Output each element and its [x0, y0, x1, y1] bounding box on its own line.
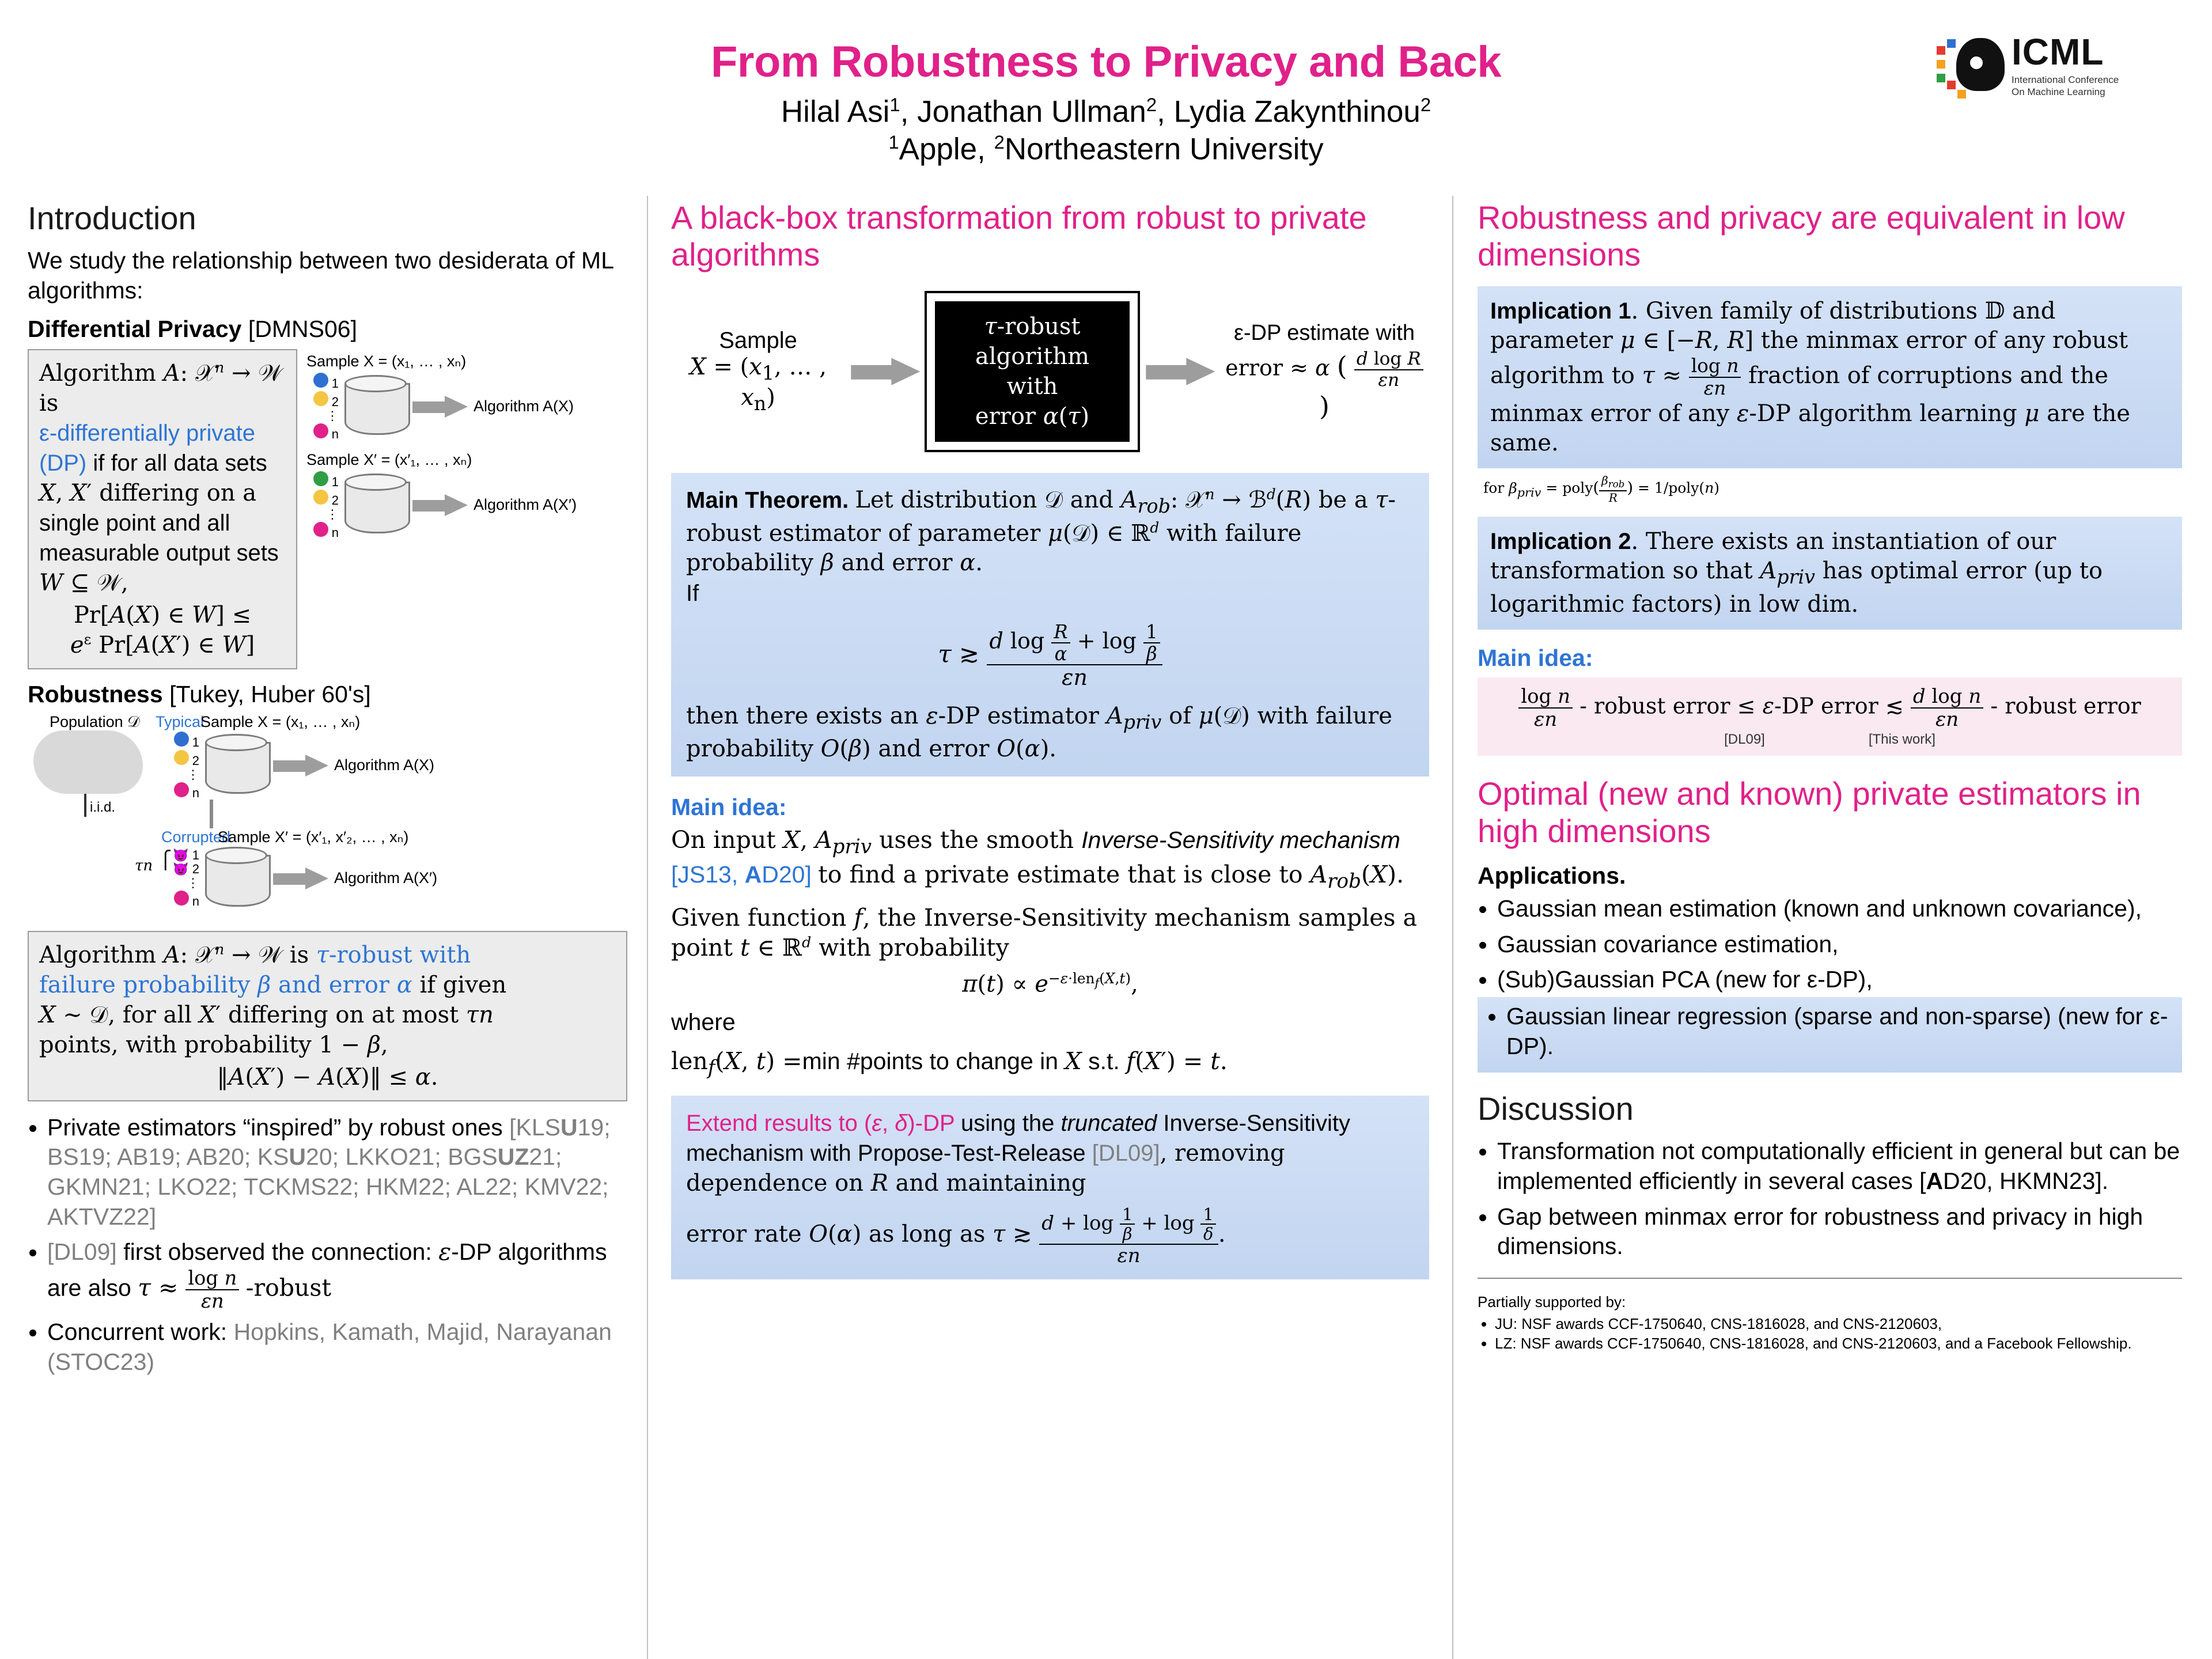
- rob-def-line-1: Algorithm A: 𝒳$^𝑛$ → 𝒲 is τ-robust with: [39, 941, 471, 968]
- rob-algo-label-1: Algorithm A(X): [334, 756, 435, 774]
- diagram-blackbox-line-2: algorithm with: [975, 343, 1090, 400]
- rob-indices-1: 1 2 ⋮ n: [171, 732, 199, 800]
- chain-citation-left: [DL09]: [1724, 732, 1765, 748]
- rob-taun-label: τn: [135, 857, 153, 874]
- funding-item: • JU: NSF awards CCF-1750640, CNS-1816028, and CNS-2120603,: [1495, 1315, 2182, 1334]
- funding-lead: Partially supported by:: [1478, 1293, 1626, 1310]
- application-item: • (Sub)Gaussian PCA (new for ε-DP),: [1497, 965, 2182, 995]
- main-idea-len-definition: len$_f$(X, t) =min #points to change in X s.t. f(X′) = t.: [671, 1047, 1228, 1080]
- application-item: • Gaussian mean estimation (known and unknown covariance),: [1497, 894, 2182, 924]
- column-right: [1453, 196, 2182, 1659]
- discussion-item: • Transformation not computationally efficient in general but can be implemented efficiently in several cases [AD20, HKMN23].: [1497, 1137, 2182, 1196]
- main-idea-paragraph-2: Given function f, the Inverse-Sensitivity mechanism samples a point t ∈ ℝ$^𝑑$ with probability: [671, 903, 1417, 962]
- implication-2-box: Implication 2. There exists an instantiation of our transformation so that $A_{priv}$ has optimal error (up to logarithmic factors) in low dim.: [1478, 517, 2182, 630]
- main-idea-label-right: Main idea:: [1478, 645, 1593, 672]
- rob-dataset-2: [205, 847, 267, 910]
- discussion-list: [1478, 1137, 2182, 1262]
- author-list: Hilal Asi$^1$, Jonathan Ullman$^2$, Lydia Zakynthinou$^2$: [781, 93, 1431, 129]
- applications-list: [1478, 894, 2182, 995]
- dp-figure-sample-label-1: Sample X = (x₁, … , xₙ): [306, 352, 467, 370]
- implication-1-box: Implication 1. Given family of distributions 𝔻 and parameter μ ∈ [−R, R] the minmax error of any robust algorithm to τ ≈ $\frac{\text{log n}}{\varepsilon n}$ fraction of corruptions and the minmax error of any ε-DP algorithm learning μ are the same.: [1478, 286, 2182, 468]
- funding-note: [1478, 1293, 2182, 1353]
- poster-header: [28, 17, 2184, 196]
- page-title: From Robustness to Privacy and Back: [710, 37, 1502, 86]
- main-idea-citation: [JS13, AD20]: [671, 861, 812, 888]
- section-transformation-title: A black-box transformation from robust to private algorithms: [671, 199, 1367, 273]
- chain-citation-right: [This work]: [1868, 732, 1936, 748]
- dp-figure-sample-label-2: Sample X′ = (x′₁, … , xₙ): [306, 450, 472, 468]
- dp-figure-arrow-2: [412, 495, 468, 515]
- application-highlight-box: [1478, 997, 2182, 1073]
- diagram-arrow-out: [1146, 359, 1214, 384]
- diagram-sample-label: Sample: [719, 328, 797, 354]
- section-optimal-estimators-title: Optimal (new and known) private estimators in high dimensions: [1478, 775, 2141, 849]
- diagram-blackbox: [925, 291, 1141, 452]
- rob-indices-2: 😈 1 😈 2 ⋮ n: [173, 847, 199, 908]
- robustness-heading: [28, 680, 627, 710]
- dp-def-formula-2: $e^\varepsilon$ Pr[A(X′) ∈ W]: [70, 631, 255, 658]
- robustness-figure: [28, 713, 627, 944]
- rob-cloud: [33, 730, 143, 794]
- main-idea-chain-box: [1478, 677, 2182, 756]
- differential-privacy-heading: [28, 315, 627, 344]
- dp-def-line-5: single point and all: [39, 510, 230, 536]
- applications-label: Applications.: [1478, 862, 1626, 889]
- rob-def-line-4: points, with probability 1 − β,: [39, 1031, 388, 1058]
- section-discussion-title: Discussion: [1478, 1090, 1634, 1127]
- icml-logo-text: [2012, 33, 2119, 99]
- dp-heading-label: Differential Privacy: [28, 316, 242, 343]
- dp-figure-algo-label-1: Algorithm A(X): [474, 397, 574, 415]
- rob-arrow-1: [273, 756, 328, 775]
- dp-figure-algo-label-2: Algorithm A(X′): [474, 496, 577, 514]
- main-theorem-formula: τ ≳ d log $\frac{R}{\alpha}$ + log $\frac{1}{\beta}$ εn: [686, 622, 1414, 690]
- dp-def-line-4: X, X′ differing on a: [39, 479, 257, 506]
- rob-algo-label-2: Algorithm A(X′): [334, 869, 438, 887]
- extension-box: [671, 1096, 1429, 1279]
- related-work-item-3: • Concurrent work: Hopkins, Kamath, Majid, Narayanan (STOC23): [47, 1317, 627, 1377]
- rob-def-line-2: failure probability β and error α if given: [39, 971, 507, 998]
- robustness-definition-box: [28, 931, 627, 1101]
- dp-figure: [306, 353, 627, 600]
- section-equivalence-title: Robustness and privacy are equivalent in low dimensions: [1478, 199, 2125, 273]
- rob-iid-arrow: [84, 794, 86, 817]
- main-idea-where: where: [671, 1009, 736, 1036]
- introduction-text: We study the relationship between two desiderata of ML algorithms:: [28, 247, 613, 304]
- rob-dataset-1: [205, 734, 267, 797]
- application-item: • Gaussian covariance estimation,: [1497, 930, 2182, 960]
- dp-def-line-7: W ⊆ 𝒲,: [39, 569, 128, 596]
- rob-corrupted-sample-label: Sample X′ = (x′₁, x′₂, … , xₙ): [218, 828, 409, 846]
- rob-def-line-3: X ∼ 𝒟, for all X′ differing on at most τn: [39, 1001, 494, 1028]
- related-work-list: [28, 1113, 627, 1377]
- diagram-output-line-2: error ≈ α ( $\frac{\text{d log R}}{\varepsilon n}$ ): [1219, 349, 1429, 422]
- main-idea-formula: $\pi(t) \propto e^{-\varepsilon\cdot len_f(X,t)}$,: [962, 969, 1138, 998]
- funding-item: • LZ: NSF awards CCF-1750640, CNS-1816028, and CNS-2120603, and a Facebook Fellowship.: [1495, 1334, 2182, 1354]
- icml-logo-mark: [1937, 35, 2005, 97]
- rob-citation: [Tukey, Huber 60's]: [169, 680, 371, 707]
- dp-figure-indices-2: 1 2 ⋮ n: [306, 471, 339, 539]
- main-theorem-conclusion: then there exists an ε-DP estimator $A_{priv}$ of μ(𝒟) with failure probability O(β) and error O(α).: [686, 702, 1392, 763]
- related-work-item-2: • [DL09] first observed the connection: ε-DP algorithms are also τ ≈ $\frac{\text{log n}}{\varepsilon n}$ -robust: [47, 1237, 627, 1312]
- affiliations: $^1$Apple, $^2$Northeastern University: [888, 131, 1324, 166]
- dp-def-line-2: ε-differentially private: [39, 420, 256, 446]
- dp-figure-arrow-1: [412, 397, 468, 416]
- main-idea-paragraph-1: On input X, $A_{priv}$ uses the smooth Inverse-Sensitivity mechanism [JS13, AD20] to find a private estimate that is close to $A_{rob}(X)$.: [671, 826, 1404, 893]
- discussion-item: • Gap between minmax error for robustness and privacy in high dimensions.: [1497, 1202, 2182, 1262]
- main-theorem-text: Main Theorem. Let distribution 𝒟 and $A_{rob}$: 𝒳$^𝑛$ → ℬ$^𝑑$(R) be a τ-robust estimator of parameter μ(𝒟) ∈ ℝ$^𝑑$ with failure probability β and error α.: [686, 486, 1396, 577]
- related-work-citation-dl09: [DL09]: [47, 1238, 117, 1266]
- implication-2-label: Implication 2: [1490, 529, 1631, 555]
- dp-def-line-1: Algorithm A: 𝒳$^𝑛$ → 𝒲 is: [39, 359, 283, 416]
- rob-population-label: Population 𝒟: [50, 713, 140, 730]
- diagram-output-line-1: ε-DP estimate with: [1233, 321, 1415, 346]
- related-work-concurrent: Hopkins, Kamath, Majid, Narayanan (STOC23): [47, 1319, 612, 1375]
- icml-logo-subtitle-1: International Conference: [2012, 74, 2119, 85]
- extension-citation: [DL09]: [1092, 1141, 1160, 1166]
- rob-typical-label: Typical: [156, 713, 204, 730]
- dp-def-line-3: (DP) if for all data sets: [39, 450, 267, 476]
- main-theorem-label: Main Theorem.: [686, 487, 849, 513]
- diagram-blackbox-line-1: τ-robust: [984, 313, 1081, 340]
- rob-brace: ⎧: [159, 850, 172, 870]
- section-introduction-title: Introduction: [28, 200, 196, 236]
- poster-columns: [28, 196, 2184, 1659]
- rob-def-formula: ‖A(X′) − A(X)‖ ≤ α.: [217, 1063, 438, 1090]
- application-item: • Gaussian linear regression (sparse and non-sparse) (new for ε-DP).: [1506, 1002, 2173, 1061]
- diagram-blackbox-line-3: error α(τ): [975, 403, 1090, 430]
- column-left: [28, 196, 647, 1659]
- rob-iid-label: i.i.d.: [90, 799, 116, 815]
- rob-heading-label: Robustness: [28, 680, 163, 707]
- main-theorem-if: If: [686, 581, 699, 607]
- diagram-sample-formula: $X = (x_1$, … , $x_n$): [690, 354, 827, 415]
- transformation-diagram: [671, 291, 1429, 452]
- implication-1-label: Implication 1: [1490, 298, 1631, 324]
- diagram-arrow-in: [851, 359, 918, 384]
- extension-lead: Extend results to (ε, δ)-DP: [686, 1111, 955, 1137]
- dp-figure-dataset-1: [344, 375, 407, 438]
- diagram-blackbox-text: [935, 301, 1130, 442]
- funding-divider: [1478, 1278, 2182, 1285]
- dp-figure-indices-1: 1 2 ⋮ n: [306, 373, 339, 441]
- extension-formula-line: error rate O(α) as long as τ ≳ d + log $\frac{1}{\beta}$ + log $\frac{1}{\delta}$ εn .: [686, 1205, 1226, 1267]
- dp-def-line-6: measurable output sets: [39, 540, 279, 566]
- rob-arrow-2: [273, 869, 328, 888]
- main-idea-chain: $\frac{\text{log n}}{\varepsilon n}$ - robust error ≤ ε-DP error ≲ $\frac{\text{d log n}}{\varepsilon n}$ - robust error: [1489, 685, 2171, 730]
- extension-text: Extend results to (ε, δ)-DP using the truncated Inverse-Sensitivity mechanism with Propose-Test-Release [DL09], removing dependence on R and maintaining: [686, 1111, 1350, 1197]
- icml-logo-subtitle-2: On Machine Learning: [2012, 86, 2105, 98]
- rob-corrupted-label: Corrupted: [161, 828, 231, 846]
- rob-typical-sample-label: Sample X = (x₁, … , xₙ): [200, 713, 361, 730]
- implication-1-note: for $\beta_{priv}$ = poly( $\frac{\beta_{rob}}{R}$ ) = 1/poly(n): [1483, 473, 1720, 505]
- column-middle: [647, 196, 1453, 1659]
- icml-logo: [1937, 30, 2179, 105]
- main-idea-label-mid: Main idea:: [671, 794, 787, 821]
- rob-corruption-arrow: [210, 800, 213, 828]
- dp-definition-box: [28, 349, 297, 669]
- related-work-item-1: • Private estimators “inspired” by robust ones [KLSU19; BS19; AB19; AB20; KSU20; LKKO21; BGSUZ21; GKMN21; LKO22; TCKMS22; HKM22; AL22; KMV22; AKTVZ22]: [47, 1113, 627, 1232]
- main-theorem-box: [671, 473, 1429, 777]
- dp-def-formula-1: Pr[A(X) ∈ W] ≤: [73, 601, 252, 628]
- dp-citation: [DMNS06]: [248, 316, 357, 343]
- related-work-citations-1: [KLSU19; BS19; AB19; AB20; KSU20; LKKO21; BGSUZ21; GKMN21; LKO22; TCKMS22; HKM22; AL22; KMV22; AKTVZ22]: [47, 1113, 611, 1230]
- icml-logo-name: ICML: [2012, 31, 2104, 73]
- dp-figure-dataset-2: [344, 474, 407, 537]
